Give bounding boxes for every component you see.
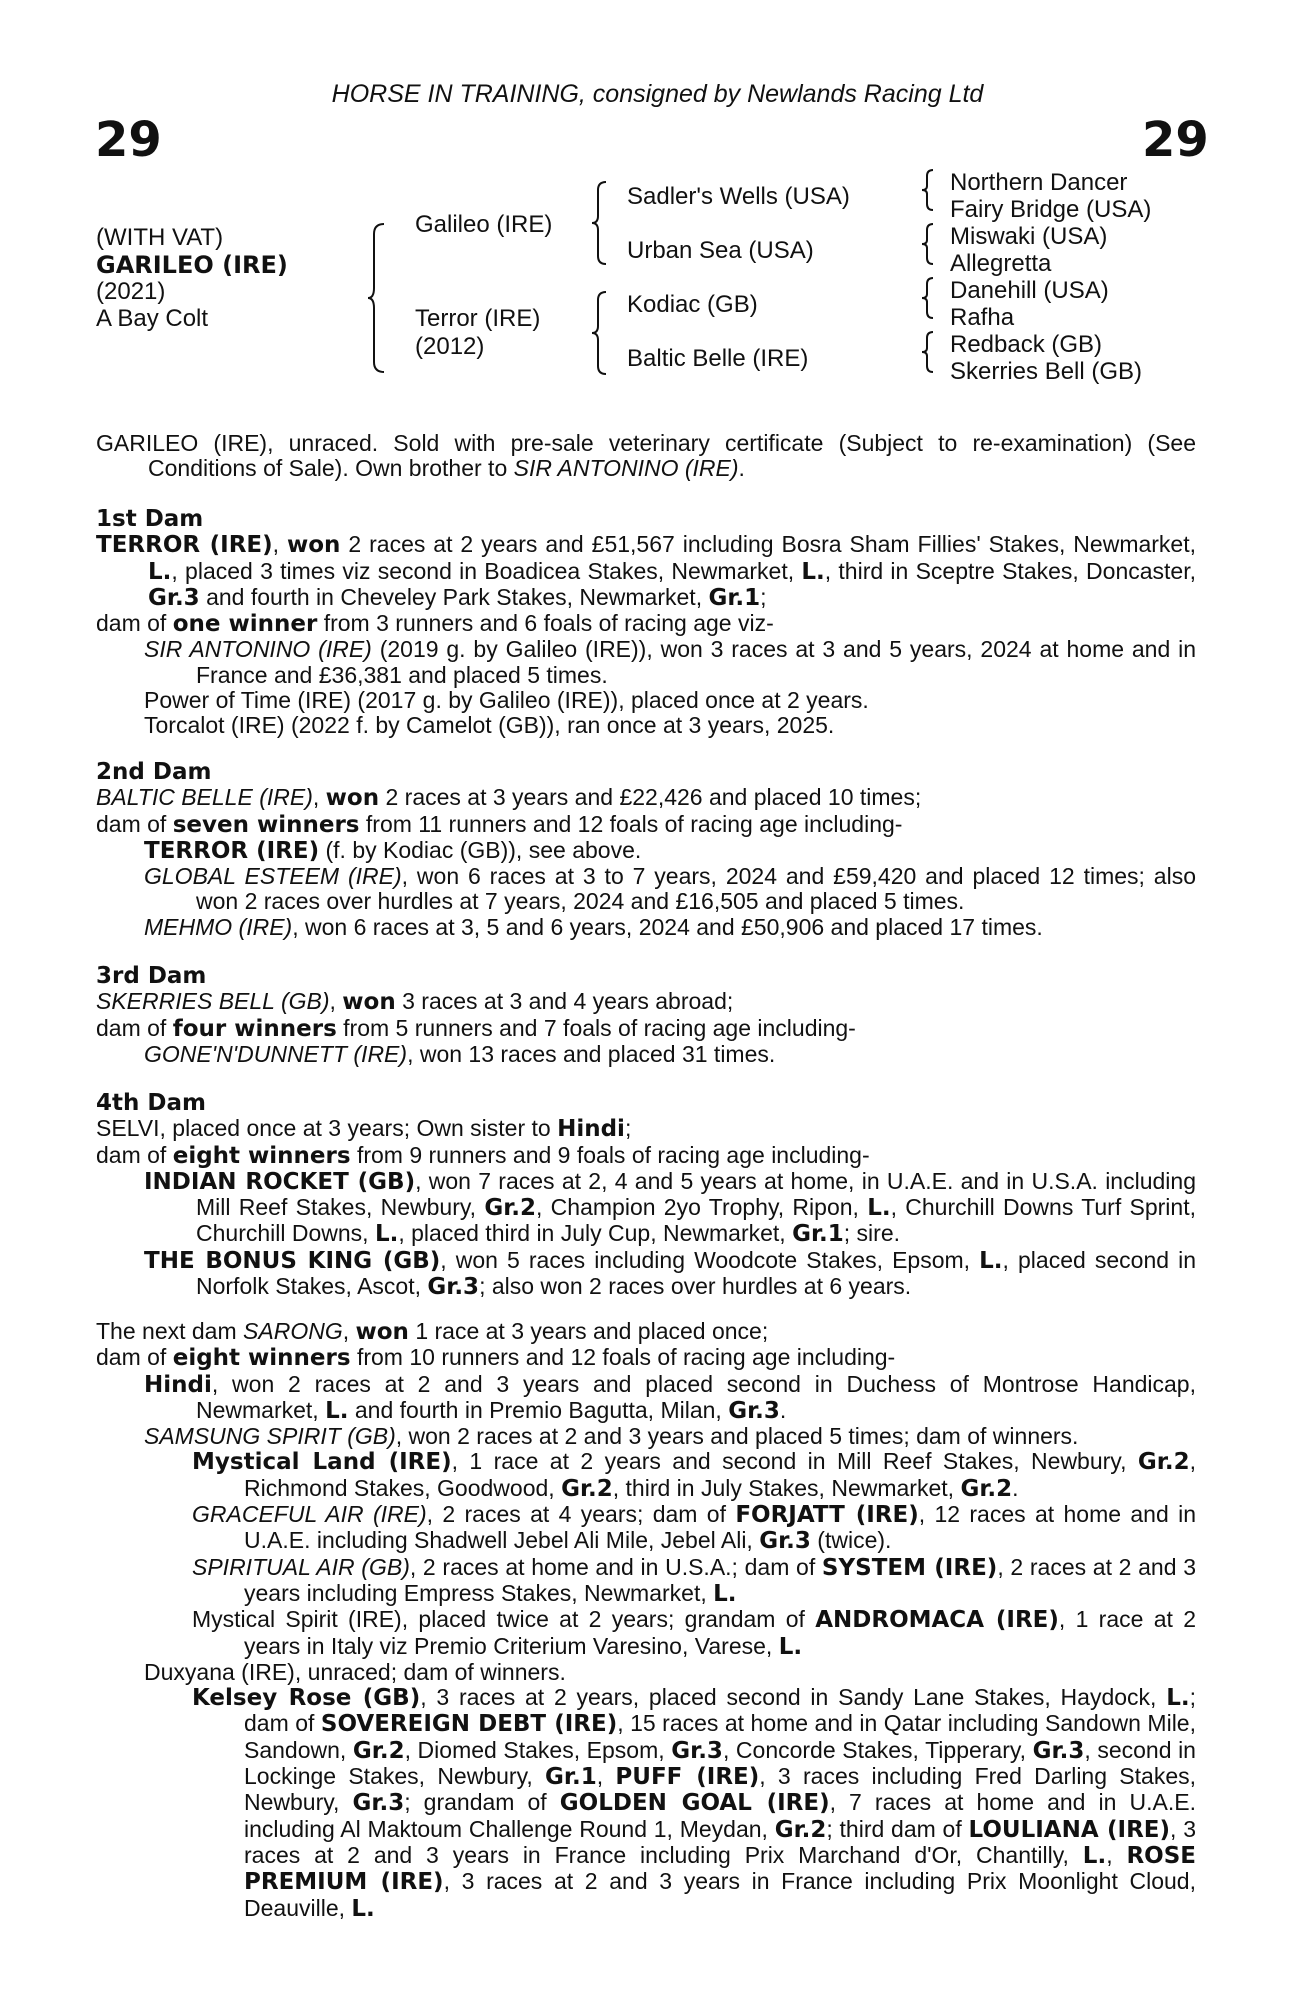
fourth-dam-section: 4th Dam SELVI, placed once at 3 years; Own sister to Hindi; dam of eight winners from 9 runners and 9 foals of racing age including- INDIAN ROCKET (GB), won 7 races at 2, 4 and 5 years at home, in U.A.E. and in U.S.A. including Mill Reef Stakes, Newbury, Gr.2, Champion 2yo Trophy, Ripon, L., Churchill Downs Turf Sprint, Churchill Downs, L., placed third in July Cup, Newmarket, Gr.1; sire. THE BONUS KING (GB), won 5 races including Woodcote Stakes, Epsom, L., placed second in Norfolk Stakes, Ascot, Gr.3; also won 2 races over hurdles at 6 years. <box>96 1090 1197 1301</box>
brace-g2 <box>920 222 936 266</box>
dam-sire: Kodiac (GB) <box>627 291 758 318</box>
dam-year: (2012) <box>415 333 485 360</box>
horse-description: A Bay Colt <box>96 305 209 332</box>
second-dam-section: 2nd Dam BALTIC BELLE (IRE), won 2 races at 3 years and £22,426 and placed 10 times; dam of seven winners from 11 runners and 12 foals of racing age including- TERROR (IRE) (f. by Kodiac (GB)), see above. GLOBAL ESTEEM (IRE), won 6 races at 3 to 7 years, 2024 and £59,420 and placed 12 times; also won 2 races over hurdles at 7 years, 2024 and £16,505 and placed 5 times. MEHMO (IRE), won 6 races at 3, 5 and 6 years, 2024 and £50,906 and placed 17 times. <box>96 759 1196 940</box>
brace-g4 <box>920 330 936 374</box>
brace-g1 <box>920 168 936 212</box>
third-dam-section: 3rd Dam SKERRIES BELL (GB), won 3 races at 3 and 4 years abroad; dam of four winners from 5 runners and 7 foals of racing age including- GONE'N'DUNNETT (IRE), won 13 races and placed 31 times. <box>96 964 1196 1067</box>
section-title: 4th Dam <box>96 1090 206 1116</box>
ancestor-allegretta: Allegretta <box>950 250 1052 277</box>
sire-dam: Urban Sea (USA) <box>627 237 814 264</box>
sire: Galileo (IRE) <box>415 211 553 238</box>
brace-sire <box>590 180 610 266</box>
ancestor-rafha: Rafha <box>950 304 1015 331</box>
brace-gen1 <box>366 222 388 374</box>
intro-section: GARILEO (IRE), unraced. Sold with pre-sale veterinary certificate (Subject to re-examination) (See Conditions of Sale). Own brother to SIR ANTONINO (IRE). <box>96 430 1196 482</box>
ancestor-skerries-bell: Skerries Bell (GB) <box>950 358 1143 385</box>
horse-year: (2021) <box>96 278 166 305</box>
vat-note: (WITH VAT) <box>96 224 224 251</box>
ancestor-miswaki: Miswaki (USA) <box>950 223 1108 250</box>
brace-g3 <box>920 276 936 320</box>
dam: Terror (IRE) <box>415 305 541 332</box>
lot-number-right: 29 <box>1142 112 1209 168</box>
dam-dam: Baltic Belle (IRE) <box>627 345 809 372</box>
ancestor-danehill: Danehill (USA) <box>950 277 1109 304</box>
first-dam-section: 1st Dam TERROR (IRE), won 2 races at 2 years and £51,567 including Bosra Sham Fillies' Stakes, Newmarket, L., placed 3 times viz second in Boadicea Stakes, Newmarket, L., third in Sceptre Stakes, Doncaster, Gr.3 and fourth in Cheveley Park Stakes, Newmarket, Gr.1; dam of one winner from 3 runners and 6 foals of racing age viz- SIR ANTONINO (IRE) (2019 g. by Galileo (IRE)), won 3 races at 3 and 5 years, 2024 at home and in France and £36,381 and placed 5 times. Power of Time (IRE) (2017 g. by Galileo (IRE)), placed once at 2 years. Torcalot (IRE) (2022 f. by Camelot (GB)), ran once at 3 years, 2025. <box>96 506 1197 739</box>
page-header: HORSE IN TRAINING, consigned by Newlands Racing Ltd <box>331 80 984 108</box>
section-title: 2nd Dam <box>96 759 212 785</box>
next-dam-section: The next dam SARONG, won 1 race at 3 years and placed once; dam of eight winners from 10 runners and 12 foals of racing age including- Hindi, won 2 races at 2 and 3 years and placed second in Duchess of Montrose Handicap, Newmarket, L. and fourth in Premio Bagutta, Milan, Gr.3. SAMSUNG SPIRIT (GB), won 2 races at 2 and 3 years and placed 5 times; dam of winners. Mystical Land (IRE), 1 race at 2 years and second in Mill Reef Stakes, Newbury, Gr.2, Richmond Stakes, Goodwood, Gr.2, third in July Stakes, Newmarket, Gr.2. GRACEFUL AIR (IRE), 2 races at 4 years; dam of FORJATT (IRE), 12 races at home and in U.A.E. including Shadwell Jebel Ali Mile, Jebel Ali, Gr.3 (twice). SPIRITUAL AIR (GB), 2 races at home and in U.S.A.; dam of SYSTEM (IRE), 2 races at 2 and 3 years including Empress Stakes, Newmarket, L. Mystical Spirit (IRE), placed twice at 2 years; grandam of ANDROMACA (IRE), 1 race at 2 years in Italy viz Premio Criterium Varesino, Varese, L. Duxyana (IRE), unraced; dam of winners. Kelsey Rose (GB), 3 races at 2 years, placed second in Sandy Lane Stakes, Haydock, L.; dam of SOVEREIGN DEBT (IRE), 15 races at home and in Qatar including Sandown Mile, Sandown, Gr.2, Diomed Stakes, Epsom, Gr.3, Concorde Stakes, Tipperary, Gr.3, second in Lockinge Stakes, Newbury, Gr.1, PUFF (IRE), 3 races including Fred Darling Stakes, Newbury, Gr.3; grandam of GOLDEN GOAL (IRE), 7 races at home and in U.A.E. including Al Maktoum Challenge Round 1, Meydan, Gr.2; third dam of LOULIANA (IRE), 3 races at 2 and 3 years in France including Prix Marchand d'Or, Chantilly, L., ROSE PREMIUM (IRE), 3 races at 2 and 3 years in France including Prix Moonlight Cloud, Deauville, L. <box>96 1318 1197 1922</box>
ancestor-fairy-bridge: Fairy Bridge (USA) <box>950 196 1152 223</box>
brace-dam <box>590 290 610 376</box>
section-title: 1st Dam <box>96 506 204 532</box>
lot-number-left: 29 <box>95 112 162 168</box>
ancestor-redback: Redback (GB) <box>950 331 1103 358</box>
section-title: 3rd Dam <box>96 963 207 989</box>
ancestor-northern-dancer: Northern Dancer <box>950 169 1128 196</box>
horse-name: GARILEO (IRE) <box>96 251 288 279</box>
sire-sire: Sadler's Wells (USA) <box>627 183 850 210</box>
